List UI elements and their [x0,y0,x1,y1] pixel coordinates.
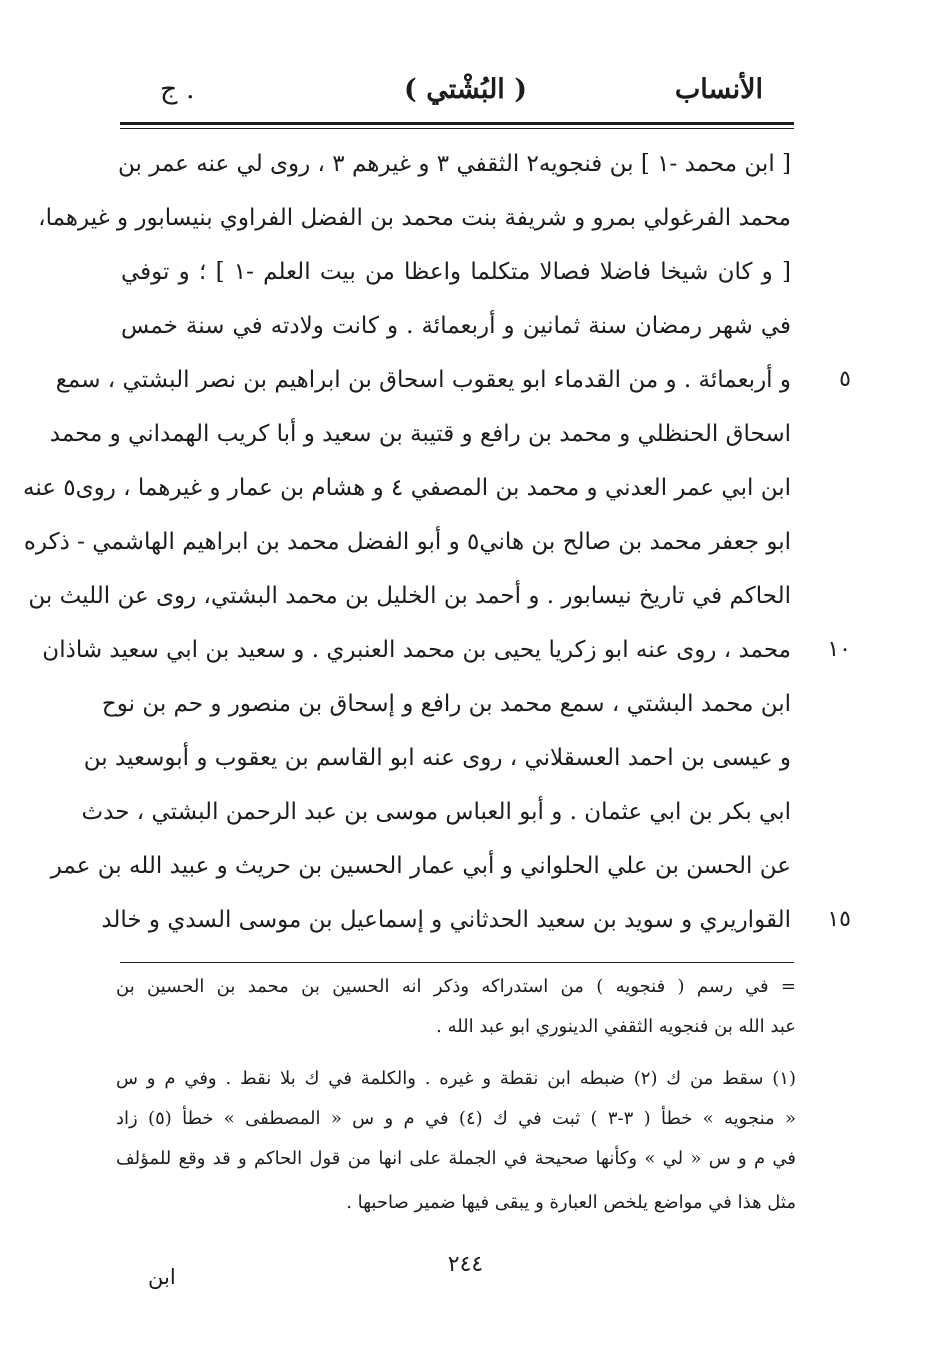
footnote-line-5: في م و س « لي » وكأنها صحيحة في الجملة على انها من قول الحاكم و قد وقع للمؤلف [116,1148,796,1169]
footnote-line-2: عبد الله بن فنجويه الثقفي الدينوري ابو عبد الله . [436,1016,796,1037]
text-line-2: محمد الفرغولي بمرو و شريفة بنت محمد بن الفضل الفراوي بنيسابور و غيرهما، [38,205,791,231]
footnote-line-3: (١) سقط من ك (٢) ضبطه ابن نقطة و غيره . والكلمة في ك بلا نقط . وفي م و س [116,1068,796,1089]
text-line-6: اسحاق الحنظلي و محمد بن رافع و قتيبة بن سعيد و أبا كريب الهمداني و محمد [49,421,791,447]
text-line-3: [ و كان شيخا فاضلا فصالا متكلما واعظا من بيت العلم -١ ] ؛ و توفي [121,259,791,285]
footnote-rule [120,962,794,963]
text-line-7: ابن ابي عمر العدني و محمد بن المصفي ٤ و هشام بن عمار و غيرهما ، روى٥ عنه [22,475,791,501]
volume-mark: ج . [160,74,195,105]
text-line-8: ابو جعفر محمد بن صالح بن هاني٥ و أبو الفضل محمد بن ابراهيم الهاشمي - ذكره [23,529,791,555]
text-line-4: في شهر رمضان سنة ثمانين و أربعمائة . و كانت ولادته في سنة خمس [121,313,791,339]
text-line-9: الحاكم في تاريخ نيسابور . و أحمد بن الخليل بن محمد البشتي، روى عن الليث بن [28,583,791,609]
header-rule-thick [120,122,794,125]
text-line-5: و أربعمائة . و من القدماء ابو يعقوب اسحاق بن ابراهيم بن نصر البشتي ، سمع [55,367,791,393]
footnote-line-6: مثل هذا في مواضع يلخص العبارة و يبقى فيها ضمير صاحبها . [346,1192,796,1213]
text-line-15: القواريري و سويد بن سعيد الحدثاني و إسماعيل بن موسى السدي و خالد [101,907,791,933]
footnote-line-1: = في رسم ( فنجويه ) من استدراكه وذكر انه الحسين بن محمد بن الحسين بن [116,976,796,997]
text-line-11: ابن محمد البشتي ، سمع محمد بن رافع و إسحاق بن منصور و حم بن نوح [101,691,791,717]
text-line-13: ابي بكر بن ابي عثمان . و أبو العباس موسى بن عبد الرحمن البشتي ، حدث [81,799,791,825]
line-number-10: ١٠ [827,637,851,662]
text-line-10: محمد ، روى عنه ابو زكريا يحيى بن محمد العنبري . و سعيد بن ابي سعيد شاذان [42,637,791,663]
text-line-1: [ ابن محمد -١ ] بن فنجويه٢ الثقفي ٣ و غيرهم ٣ ، روى لي عنه عمر بن [117,151,791,177]
text-line-12: و عيسى بن احمد العسقلاني ، روى عنه ابو القاسم بن يعقوب و أبوسعيد بن [83,745,791,771]
line-number-15: ١٥ [827,907,851,932]
catchword: ابن [148,1265,176,1289]
header-rule-thin [120,128,794,129]
page-number: ٢٤٤ [447,1252,484,1277]
text-line-14: عن الحسن بن علي الحلواني و أبي عمار الحسين بن حريث و عبيد الله بن عمر [50,853,791,879]
running-title: الأنساب [674,74,763,105]
footnote-line-4: « منجويه » خطأ ( ٣-٣ ) ثبت في ك (٤) في م و س « المصطفى » خطأ (٥) زاد [116,1108,797,1129]
entry-title: ( البُشْتي ) [404,74,527,105]
line-number-5: ٥ [839,367,851,392]
